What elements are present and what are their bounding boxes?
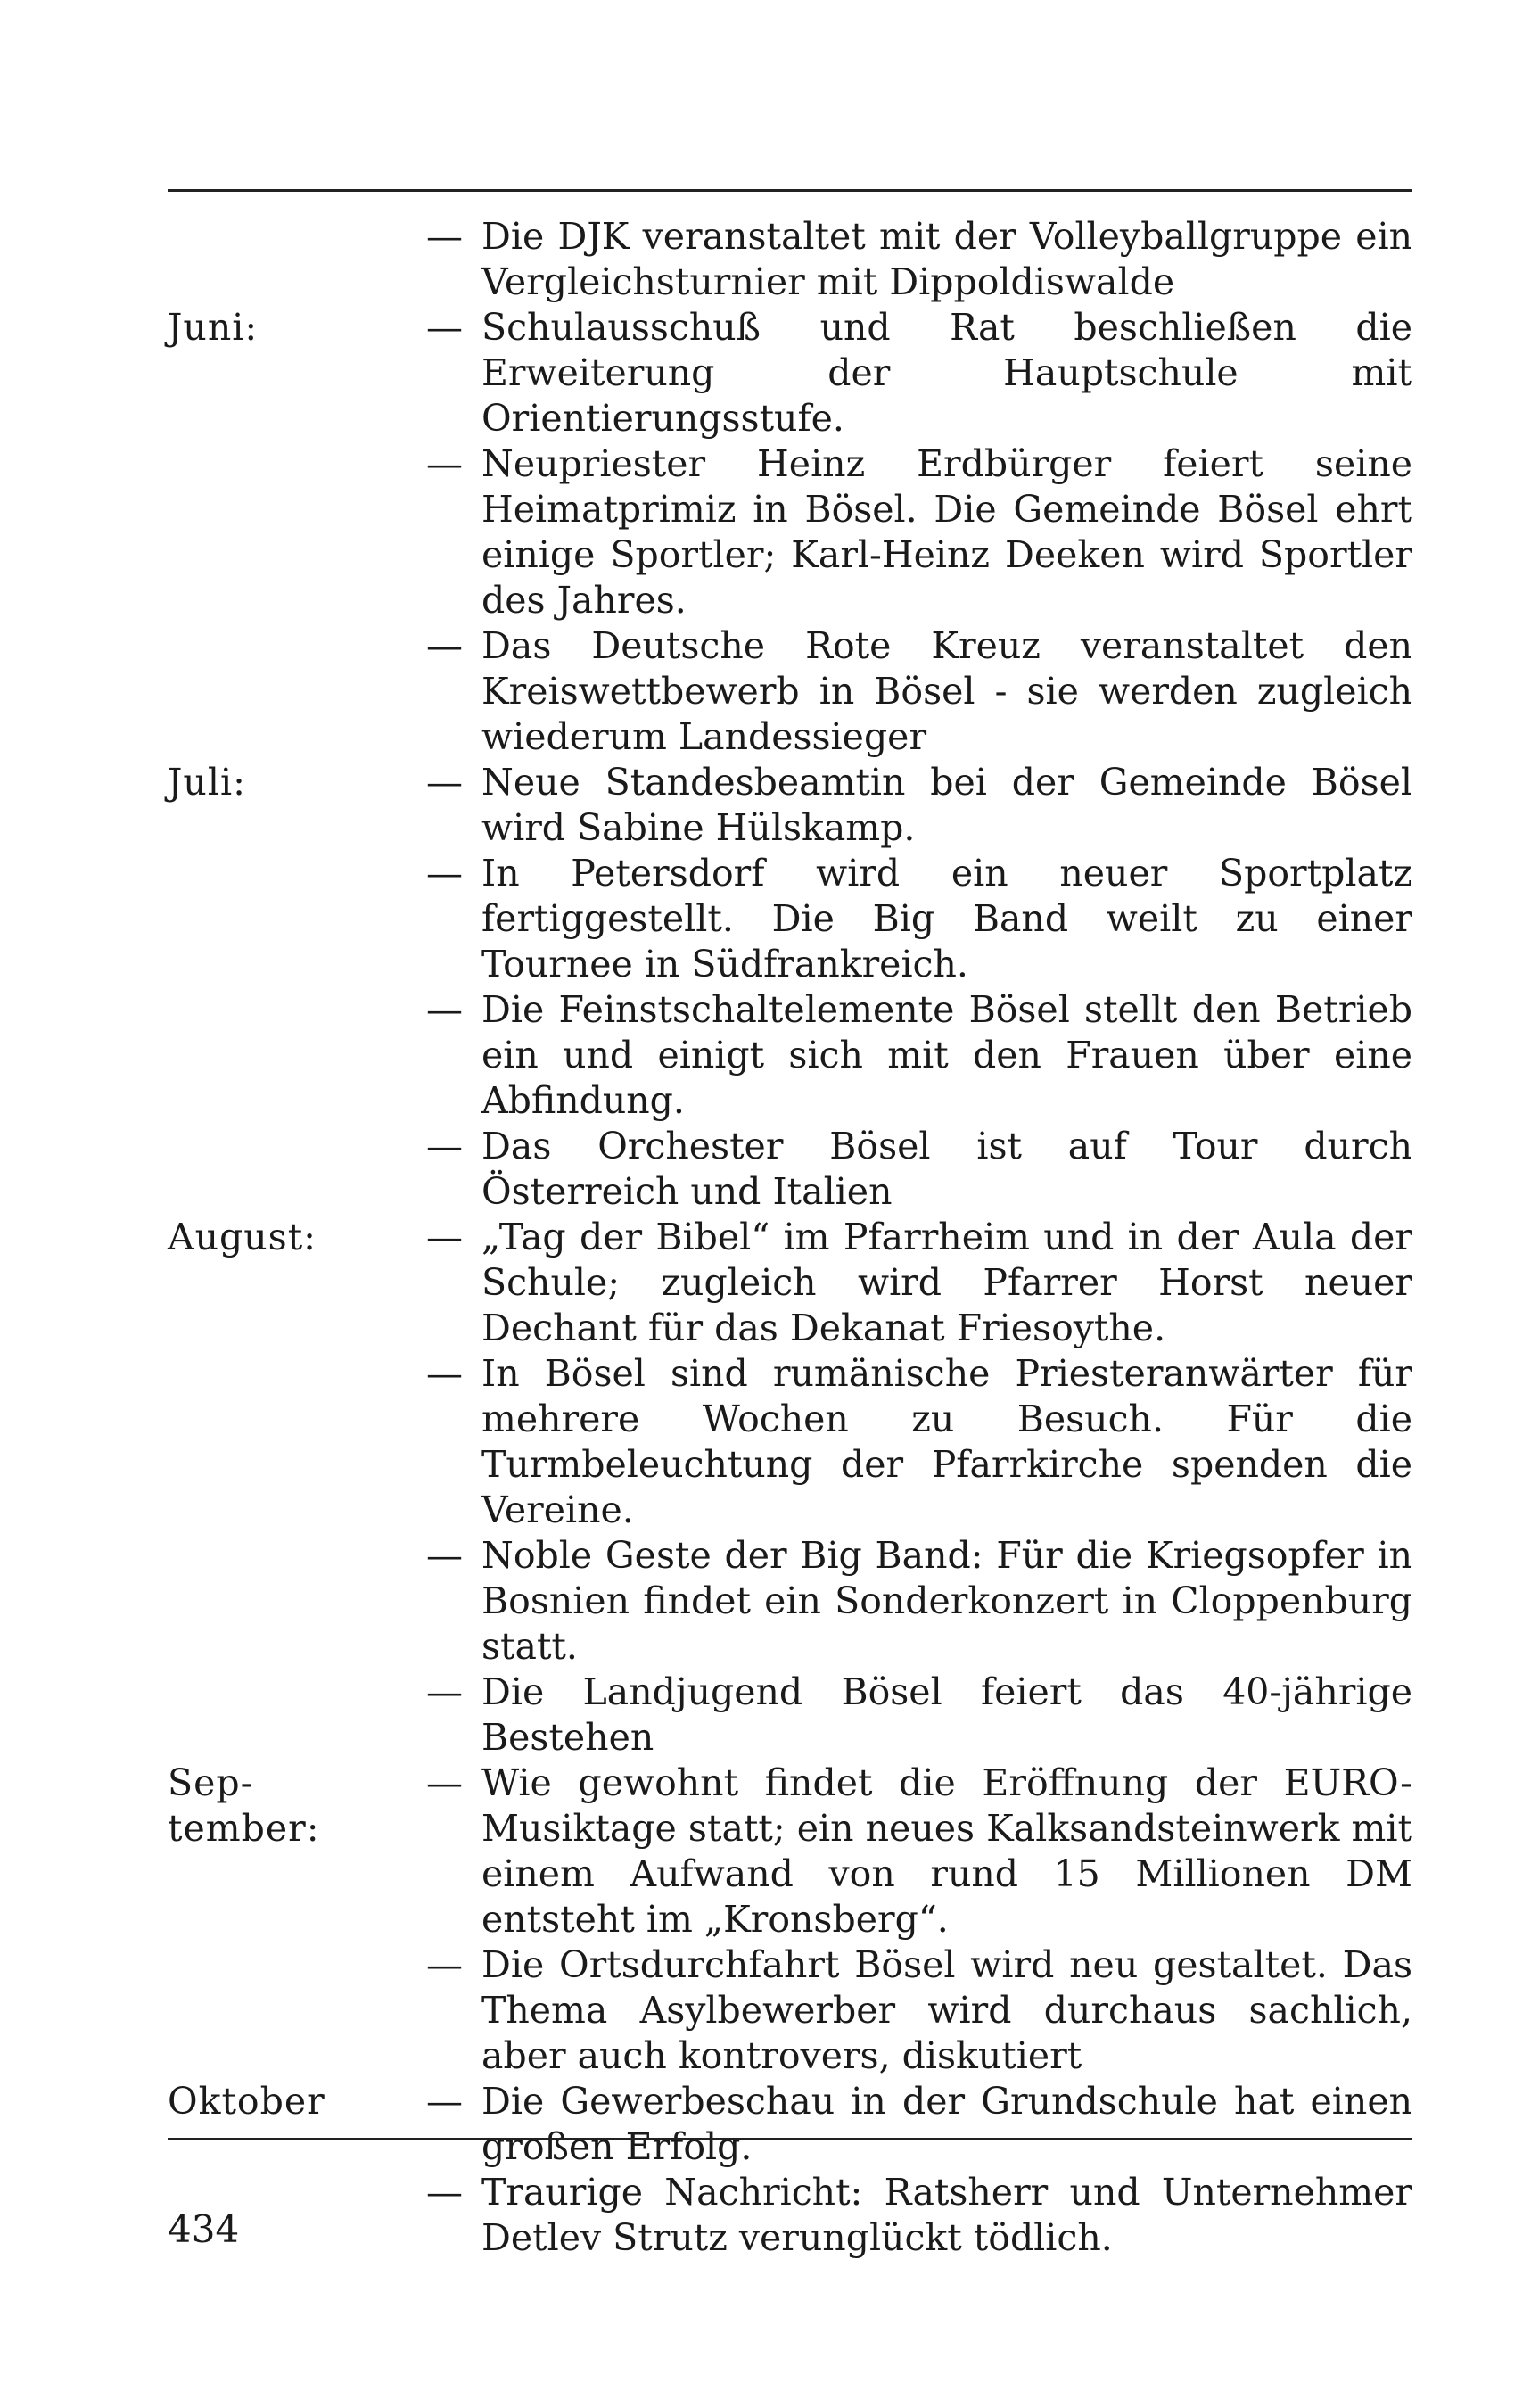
chronicle-entry: [426, 1124, 1412, 1215]
entry-text: Neupriester Heinz Erdbürger feiert seine Heimatprimiz in Bösel. Die Gemeinde Bösel ehrt einige Sportler; Karl-Heinz Deeken wird Sportler des Jahres.: [481, 442, 1412, 622]
entry-dash: —: [426, 1534, 463, 1577]
month-group: [168, 760, 1412, 1215]
entry-text: Wie gewohnt findet die Eröffnung der EURO-Musiktage statt; ein neues Kalksandsteinwerk mit einem Aufwand von rund 15 Millionen DM entsteht im „Kronsberg“.: [481, 1761, 1412, 1941]
entry-dash: —: [426, 442, 463, 485]
entry-text: Die Gewerbeschau in der Grundschule hat einen großen Erfolg.: [481, 2080, 1412, 2168]
month-group: [168, 214, 1412, 305]
month-group: [168, 1761, 1412, 2079]
entry-dash: —: [426, 624, 463, 667]
entry-text: Noble Geste der Big Band: Für die Kriegsopfer in Bosnien findet ein Sonderkonzert in Cloppenburg statt.: [481, 1534, 1412, 1668]
entry-dash: —: [426, 1125, 463, 1167]
entry-dash: —: [426, 1943, 463, 1986]
entry-text: Schulausschuß und Rat beschließen die Erweiterung der Hauptschule mit Orientierungsstufe.: [481, 306, 1412, 440]
chronicle-list: [168, 214, 1412, 2261]
top-rule: [168, 189, 1412, 192]
chronicle-entry: [426, 2170, 1412, 2261]
entry-dash: —: [426, 2171, 463, 2214]
entry-dash: —: [426, 2080, 463, 2123]
entry-text: „Tag der Bibel“ im Pfarrheim und in der Aula der Schule; zugleich wird Pfarrer Horst neuer Dechant für das Dekanat Friesoythe.: [481, 1216, 1412, 1349]
entry-text: Die Feinstschaltelemente Bösel stellt den Betrieb ein und einigt sich mit den Frauen über eine Abfindung.: [481, 988, 1412, 1122]
chronicle-entry: [426, 305, 1412, 441]
entry-text: In Petersdorf wird ein neuer Sportplatz fertiggestellt. Die Big Band weilt zu einer Tournee in Südfrankreich.: [481, 852, 1412, 985]
chronicle-entry: [426, 1670, 1412, 1761]
chronicle-entry: [426, 2079, 1412, 2170]
entry-dash: —: [426, 1352, 463, 1395]
bottom-rule: [168, 2138, 1412, 2140]
month-label: Juli:: [168, 761, 246, 804]
chronicle-entry: [426, 1351, 1412, 1533]
chronicle-entry: [426, 760, 1412, 851]
month-label: Oktober: [168, 2080, 325, 2123]
entry-text: Die DJK veranstaltet mit der Volleyballgruppe ein Vergleichsturnier mit Dippoldiswalde: [481, 215, 1412, 303]
month-group: [168, 305, 1412, 760]
month-group: [168, 1215, 1412, 1761]
chronicle-entry: [426, 851, 1412, 987]
entry-text: Die Landjugend Bösel feiert das 40-jährige Bestehen: [481, 1670, 1412, 1759]
chronicle-entry: [426, 1215, 1412, 1351]
chronicle-entry: [426, 1761, 1412, 1942]
entry-text: Traurige Nachricht: Ratsherr und Unternehmer Detlev Strutz verunglückt tödlich.: [481, 2171, 1412, 2259]
entry-dash: —: [426, 306, 463, 349]
month-label: Sep- tember:: [168, 1761, 320, 1850]
entry-dash: —: [426, 761, 463, 804]
entry-dash: —: [426, 1761, 463, 1804]
entry-text: In Bösel sind rumänische Priesteranwärter für mehrere Wochen zu Besuch. Für die Turmbeleuchtung der Pfarrkirche spenden die Vereine.: [481, 1352, 1412, 1531]
chronicle-entry: [426, 1942, 1412, 2079]
entry-dash: —: [426, 215, 463, 258]
chronicle-entry: [426, 623, 1412, 760]
month-label: Juni:: [168, 306, 259, 349]
chronicle-entry: [426, 214, 1412, 305]
entry-dash: —: [426, 852, 463, 895]
chronicle-entry: [426, 1533, 1412, 1670]
entry-dash: —: [426, 988, 463, 1031]
month-label: August:: [168, 1216, 317, 1258]
chronicle-entry: [426, 987, 1412, 1124]
entry-text: Das Orchester Bösel ist auf Tour durch Österreich und Italien: [481, 1125, 1412, 1213]
month-group: [168, 2079, 1412, 2261]
page-number: 434: [168, 2207, 240, 2251]
entry-text: Neue Standesbeamtin bei der Gemeinde Bösel wird Sabine Hülskamp.: [481, 761, 1412, 849]
entry-text: Die Ortsdurchfahrt Bösel wird neu gestaltet. Das Thema Asylbewerber wird durchaus sachlich, aber auch kontrovers, diskutiert: [481, 1943, 1412, 2077]
entry-dash: —: [426, 1670, 463, 1713]
chronicle-entry: [426, 441, 1412, 623]
entry-text: Das Deutsche Rote Kreuz veranstaltet den Kreiswettbewerb in Bösel - sie werden zugleich wiederum Landessieger: [481, 624, 1412, 758]
entry-dash: —: [426, 1216, 463, 1258]
